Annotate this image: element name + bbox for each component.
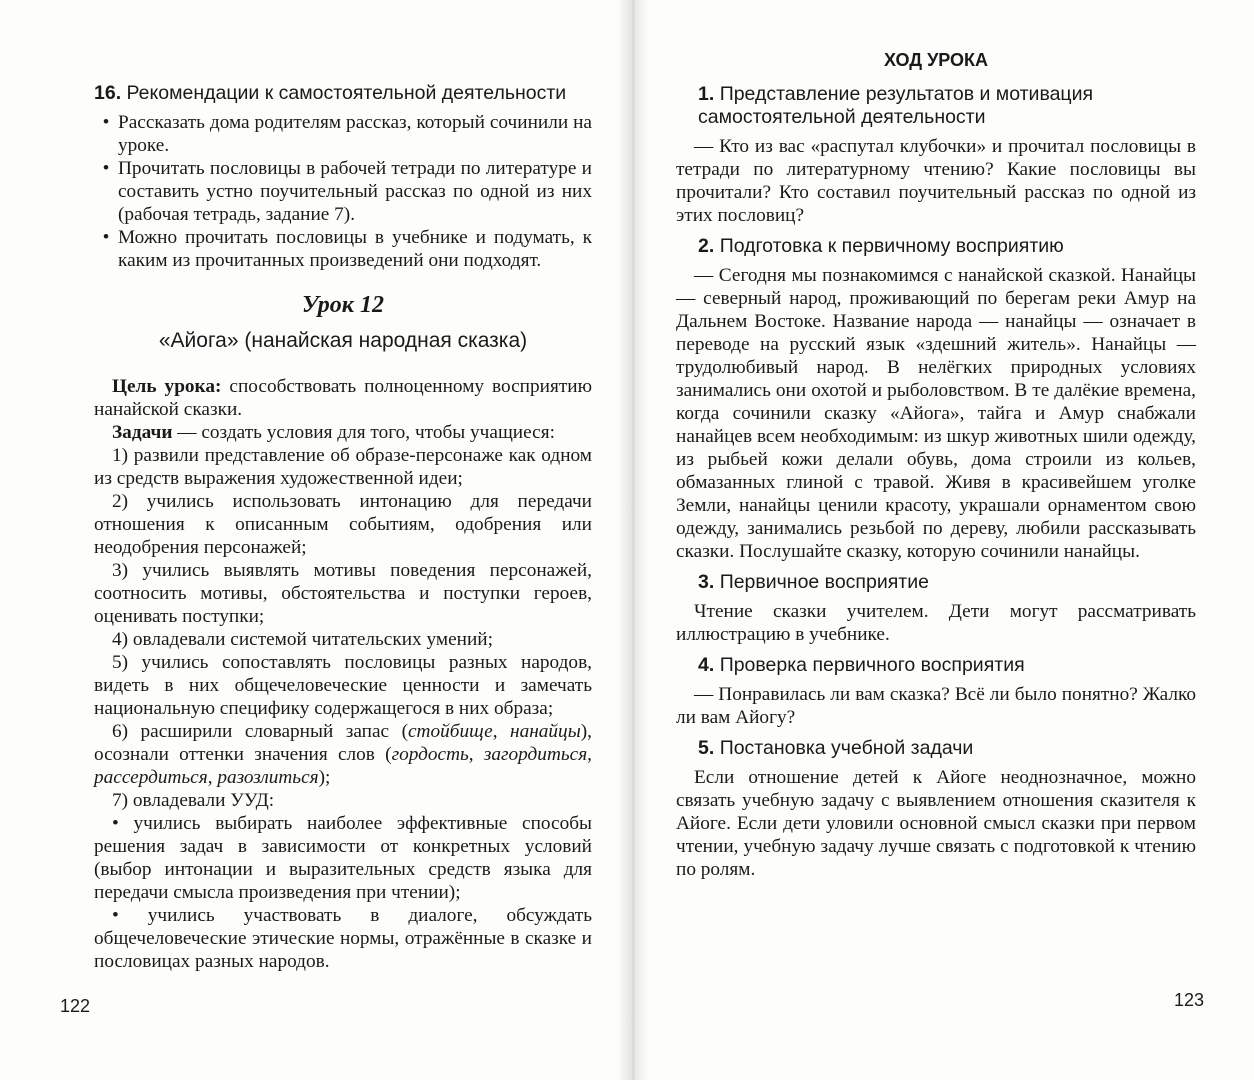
lesson-flow-title: ХОД УРОКА (883, 50, 989, 70)
task-item: 6) расширили словарный запас (стойбище, нанайцы), осознали оттенки значения слов (гордость, загордиться, рассердиться, разозлиться); (94, 721, 593, 788)
right-page (636, 0, 1254, 1080)
task-item: 4) овладевали системой читательских умений; (112, 629, 493, 650)
page-number-right: 123 (1174, 990, 1205, 1010)
lesson-title: Урок 12 (302, 292, 384, 318)
section-5-heading: 5. Постановка учебной задачи (698, 737, 974, 759)
lesson-goal: Цель урока: способствовать полноценному восприятию нанайской сказки. (94, 376, 592, 420)
section-3-text: Чтение сказки учителем. Дети могут рассматривать иллюстрацию в учебнике. (676, 601, 1196, 645)
task-item: 5) учились сопоставлять пословицы разных народов, видеть в них общечеловеческие ценности и замечать национальную специфику содержащегося в них образа; (94, 652, 592, 719)
section-4-heading: 4. Проверка первичного восприятия (698, 654, 1025, 676)
lesson-subtitle: «Айога» (нанайская народная сказка) (158, 329, 528, 352)
section-1-text: — Кто из вас «распутал клубочки» и прочитал пословицы в тетради по литературному чтению? Какие пословицы вы прочитали? Кто составил поучительный рассказ по одной из этих пословиц? (676, 136, 1196, 226)
section-2-heading: 2. Подготовка к первичному восприятию (698, 235, 1064, 257)
section-1-heading: 1. Представление результатов и мотивация самостоятельной деятельности (698, 83, 1094, 128)
uud-item: • учились выбирать наиболее эффективные способы решения задач в зависимости от конкретных условий (выбор интонации и выразительных средств языка для передачи смысла произведения при чтении); (94, 813, 592, 903)
task-item: 1) развили представление об образе-персонаже как одном из средств выражения художественной идеи; (94, 445, 592, 489)
section-2-text: — Сегодня мы познакомимся с нанайской сказкой. Нанайцы — северный народ, проживающий по берегам реки Амур на Дальнем Востоке. Название народа — нанайцы — означает в переводе на русский язык «здешний житель». Нанайцы — трудолюбивый народ. В нелёгких природных условиях занимались они охотой и рыболовством. В те далёкие времена, когда сочинили сказку «Айога», тайга и Амур снабжали нанайцев всем необходимым: из шкур животных шили одежду, из рыбьей кожи делали обувь, дома строили из кольев, обмазанных глиной с травой. Живя в красивейшем уголке Земли, нанайцы ценили красоту, украшали орнаментом свою одежду, занимались резьбой по дереву, любили рассказывать сказки. Послушайте сказку, которую сочинили нанайцы. (676, 265, 1196, 562)
page-number-left: 122 (60, 996, 91, 1016)
task-item: 3) учились выявлять мотивы поведения персонажей, соотносить мотивы, обстоятельства и поступки героев, оценивать поступки; (94, 560, 592, 627)
task-item: 2) учились использовать интонацию для передачи отношения к описанным событиям, одобрения или неодобрения персонажей; (94, 491, 592, 558)
section-4-text: — Понравилась ли вам сказка? Всё ли было понятно? Жалко ли вам Айогу? (676, 684, 1196, 728)
section-16-heading: 16. Рекомендации к самостоятельной деятельности (94, 82, 567, 104)
task-item: 7) овладевали УУД: (112, 790, 275, 811)
recommendation-item: • Рассказать дома родителям рассказ, который сочинили на уроке. (102, 112, 592, 156)
uud-item: • учились участвовать в диалоге, обсуждать общечеловеческие этические нормы, отражённые в сказке и пословицах разных народов. (94, 905, 593, 972)
lesson-tasks: Задачи — создать условия для того, чтобы учащиеся: (112, 422, 555, 443)
recommendation-item: • Прочитать пословицы в рабочей тетради по литературе и составить устно поучительный рассказ по одной из них (рабочая тетрадь, задание 7). (102, 158, 592, 225)
recommendation-item: • Можно прочитать пословицы в учебнике и подумать, к каким из прочитанных произведений они подходят. (102, 227, 592, 271)
section-5-text: Если отношение детей к Айоге неоднозначное, можно связать учебную задачу с выявлением отношения сказителя к Айоге. Если дети уловили основной смысл сказки при первом чтении, учебную задачу лучше связать с подготовкой к чтению по ролям. (676, 767, 1196, 880)
section-3-heading: 3. Первичное восприятие (698, 571, 929, 593)
